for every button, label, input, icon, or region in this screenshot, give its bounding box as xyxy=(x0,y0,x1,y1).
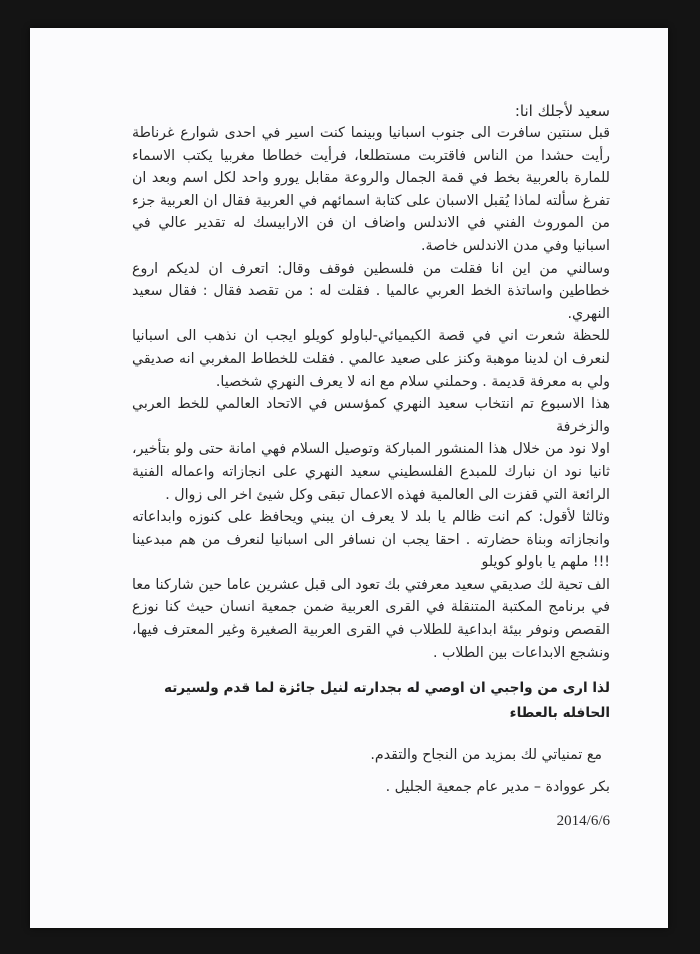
paragraph-election: هذا الاسبوع تم انتخاب سعيد النهري كمؤسس في الاتحاد العالمي للخط العربي والزخرفة xyxy=(132,396,610,435)
paragraph-alchemist: للحظة شعرت اني في قصة الكيميائي-لباولو كويلو ايجب ان نذهب الى اسبانيا لنعرف ان لدينا موهبة وكنز على صعيد عالمي . فقلت للخطاط المغربي انه صديقي ولي به معرفة قديمة . وحملني سلام مع انه لا يعرف النهري شخصيا. xyxy=(132,328,610,390)
paragraph-granada-story: قبل سنتين سافرت الى جنوب اسبانيا وبينما كنت اسير في احدى شوارع غرناطة رأيت حشدا من الناس فاقتربت مستطلعا، فرأيت خطاطا مغربيا يكتب الاسماء للمارة بالعربية بخط في قمة الجمال والروعة مقابل يورو واحد لكل اسم وبعد ان تفرغ سألته لماذا يُقبل الاسبان على كتابة اسمائهم في العربية فقال ان العربية جزء من الموروث الفني في الاندلس واضاف ان فن الارابيسك له تقدير عالي في اسبانيا وفي مدن الاندلس خاصة. xyxy=(132,125,610,254)
paper-sheet xyxy=(30,28,668,928)
signature-line: بكر عووادة – مدير عام جمعية الجليل . xyxy=(385,779,610,796)
salutation: سعيد لأجلك انا: xyxy=(514,102,610,120)
letter-date: 2014/6/6 xyxy=(556,813,610,830)
paragraph-greeting: الف تحية لك صديقي سعيد معرفتي بك تعود الى قبل عشرين عاما حين شاركنا معا في برنامج المكتبة المتنقلة في القرى العربية ضمن جمعية انسان حيث كنا نوزع القصص ونوفر بيئة ابداعية للطلاب في القرى العربية الصغيرة وغير المعترف فيها، ونشجع الابداعات بين الطلاب . xyxy=(132,576,610,661)
paragraph-lament: وثالثا لأقول: كم انت ظالم يا بلد لا يعرف ان يبني ويحافظ على كنوزه وابداعاته وانجازاته وبناة حضارته . احقا يجب ان نسافر الى اسبانيا لنعرف من هم مبدعينا !!! ملهم يا باولو كويلو xyxy=(132,509,610,571)
recommendation-statement: لذا ارى من واجبي ان اوصي له بجدارته لنيل جائزة لما قدم ولسيرته الحافله بالعطاء xyxy=(163,680,610,722)
closing-wishes: مع تمنياتي لك بمزيد من النجاح والتقدم. xyxy=(370,747,602,764)
paragraph-congratulations: اولا نود من خلال هذا المنشور المباركة وتوصيل السلام فهي امانة حتى ولو بتأخير، ثانيا نود ان نبارك للمبدع الفلسطيني سعيد النهري على انجازاته واعماله الفنية الرائعة التي قفزت الى العالمية فهذه الاعمال تبقى وكل شيئ اخر الى زوال . xyxy=(132,441,610,503)
letter-body xyxy=(132,100,610,832)
paragraph-palestine-question: وسالني من اين انا فقلت من فلسطين فوقف وقال: اتعرف ان لديكم اروع خطاطين واساتذة الخط العربي عالميا . فقلت له : من تقصد فقال : فقال سعيد النهري. xyxy=(132,260,610,322)
